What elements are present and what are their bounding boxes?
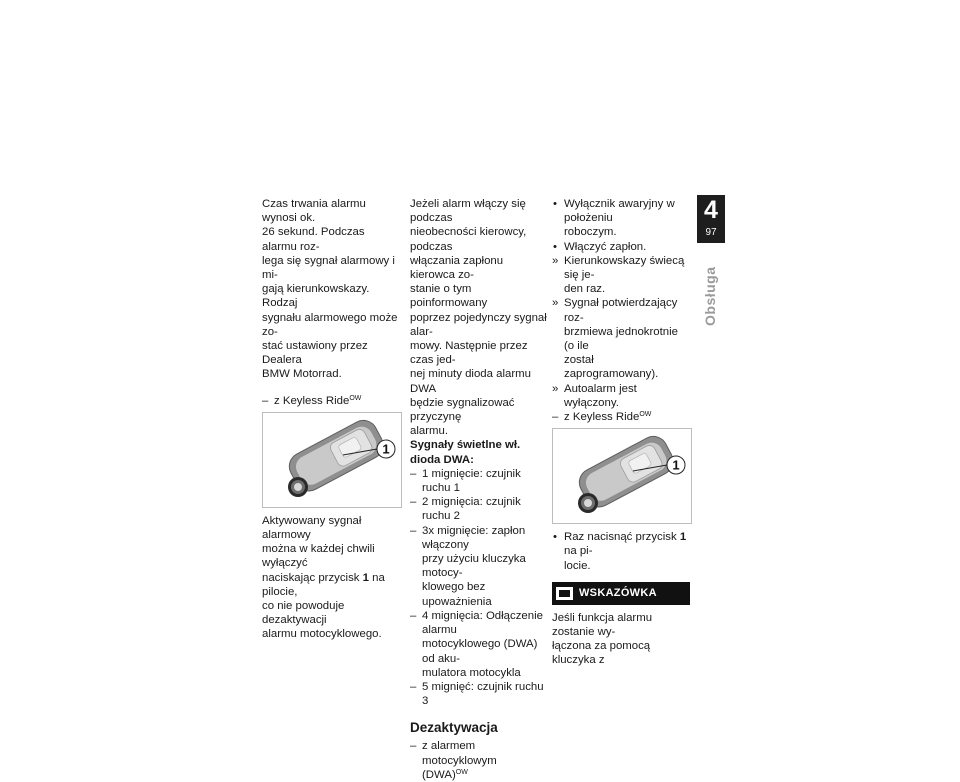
- text-line: mowy. Następnie przez czas jed-: [410, 340, 528, 367]
- text-line: Raz nacisnąć przycisk: [564, 531, 680, 544]
- keyless-ride-label: z Keyless Ride: [274, 394, 350, 407]
- text-line: 3x mignięcie: zapłon włączony: [422, 524, 526, 551]
- figure-callout: 1: [672, 457, 680, 473]
- text-line: został zaprogramowany).: [564, 354, 659, 381]
- text-line: poprzez pojedynczy sygnał alar-: [410, 311, 547, 338]
- text-line: nieobecności kierowcy, podczas: [410, 226, 527, 253]
- text-line: BMW Motorrad.: [262, 368, 342, 381]
- text-line: na pi-: [564, 545, 593, 558]
- button-reference: 1: [362, 571, 369, 584]
- text-line: naciskając przycisk: [262, 571, 363, 584]
- text-line: Jeżeli alarm włączy się podczas: [410, 198, 526, 225]
- text-line: Jeśli funkcja alarmu zostanie wy-: [552, 611, 653, 639]
- text-line: motocyklowego (DWA) od aku-: [422, 638, 538, 665]
- text-line: brzmiewa jednokrotnie (o ile: [564, 325, 678, 353]
- text-line: alarmu.: [410, 425, 448, 438]
- text-line: sygnału alarmowego może zo-: [262, 311, 398, 338]
- signal-item: [410, 495, 548, 523]
- key-fob-figure: [262, 412, 402, 508]
- dwa-signals-heading: Sygnały świetlne wł. dioda DWA:: [410, 439, 521, 466]
- page-number: 97: [705, 227, 717, 238]
- text-line: Sygnał potwierdzający roz-: [564, 297, 678, 324]
- signal-item: [410, 467, 548, 495]
- text-line: Wyłącznik awaryjny w położeniu: [564, 198, 675, 225]
- keyless-ride-condition: [552, 410, 690, 424]
- key-fob-figure: [552, 428, 692, 524]
- text-line: klowego bez upoważnienia: [422, 581, 492, 608]
- option-superscript: OW: [349, 394, 362, 402]
- key-fob-illustration: [263, 413, 401, 507]
- button-reference: 1: [679, 531, 687, 544]
- option-superscript: OW: [455, 768, 468, 776]
- alarm-duration-paragraph: [262, 197, 400, 382]
- text-line: locie.: [564, 559, 591, 572]
- chapter-number: 4: [704, 196, 718, 224]
- text-line: alarmu motocyklowego.: [262, 628, 382, 641]
- column-2: [410, 197, 548, 782]
- text-line: na pilocie,: [262, 571, 385, 598]
- tip-text: [552, 611, 690, 668]
- text-line: gają kierunkowskazy. Rodzaj: [262, 283, 370, 310]
- column-3: [552, 197, 690, 668]
- result-item: [552, 254, 690, 297]
- text-line: z alarmem motocyklowym: [422, 740, 497, 767]
- text-line: można w każdej chwili wyłączyć: [262, 543, 375, 570]
- text-line: stać ustawiony przez Dealera: [262, 340, 368, 367]
- press-button-step: [552, 530, 690, 573]
- column-1: [262, 197, 400, 642]
- text-line: Kierunkowskazy świecą się je-: [564, 254, 685, 282]
- figure-callout: 1: [382, 441, 390, 457]
- keyless-ride-label: z Keyless Ride: [564, 411, 640, 424]
- signal-item: [410, 524, 548, 609]
- signal-item: [410, 609, 548, 680]
- tip-header: [552, 582, 690, 605]
- text-line: Aktywowany sygnał alarmowy: [262, 514, 362, 542]
- text-line: przy użyciu kluczyka motocy-: [422, 553, 526, 580]
- result-item: [552, 296, 690, 381]
- deactivation-heading: Dezaktywacja: [410, 720, 498, 736]
- text-line: stanie o tym poinformowany: [410, 283, 488, 310]
- step-item: [552, 240, 690, 254]
- signal-item: [410, 680, 548, 708]
- chapter-tab: [697, 195, 725, 243]
- text-line: Autoalarm jest wyłączony.: [564, 382, 637, 409]
- key-fob-illustration: [553, 429, 691, 523]
- text-line: włączania zapłonu kierowca zo-: [410, 254, 504, 282]
- text-line: 2 mignięcia: czujnik ruchu 2: [422, 496, 521, 523]
- text-line: Czas trwania alarmu wynosi ok.: [262, 198, 366, 225]
- text-line: den raz.: [564, 283, 606, 296]
- dwa-signals-list: [410, 467, 548, 708]
- text-line: (DWA): [422, 768, 456, 781]
- text-line: 4 mignięcia: Odłączenie alarmu: [422, 609, 543, 637]
- text-line: łączona za pomocą kluczyka z: [552, 640, 651, 667]
- text-line: Włączyć zapłon.: [564, 240, 647, 253]
- text-line: mulatora motocykla: [422, 666, 521, 679]
- text-line: będzie sygnalizować przyczynę: [410, 396, 515, 424]
- text-line: 26 sekund. Podczas alarmu roz-: [262, 226, 365, 253]
- tip-label: WSKAZÓWKA: [579, 587, 657, 600]
- step-item: [552, 197, 690, 240]
- deactivate-alarm-paragraph: [262, 514, 400, 642]
- result-item: [552, 382, 690, 410]
- text-line: 1 mignięcie: czujnik ruchu 1: [422, 467, 521, 495]
- text-line: roboczym.: [564, 226, 617, 239]
- info-card-icon: [556, 587, 573, 600]
- option-superscript: OW: [639, 411, 652, 419]
- text-line: nej minuty dioda alarmu DWA: [410, 368, 531, 395]
- keyless-ride-condition: [262, 394, 400, 408]
- text-line: 5 mignięć: czujnik ruchu 3: [422, 680, 544, 708]
- section-side-label: Obsługa: [702, 266, 718, 326]
- deactivation-condition: [410, 739, 548, 782]
- alarm-notification-paragraph: [410, 197, 548, 438]
- text-line: lega się sygnał alarmowy i mi-: [262, 254, 395, 282]
- text-line: co nie powoduje dezaktywacji: [262, 600, 345, 627]
